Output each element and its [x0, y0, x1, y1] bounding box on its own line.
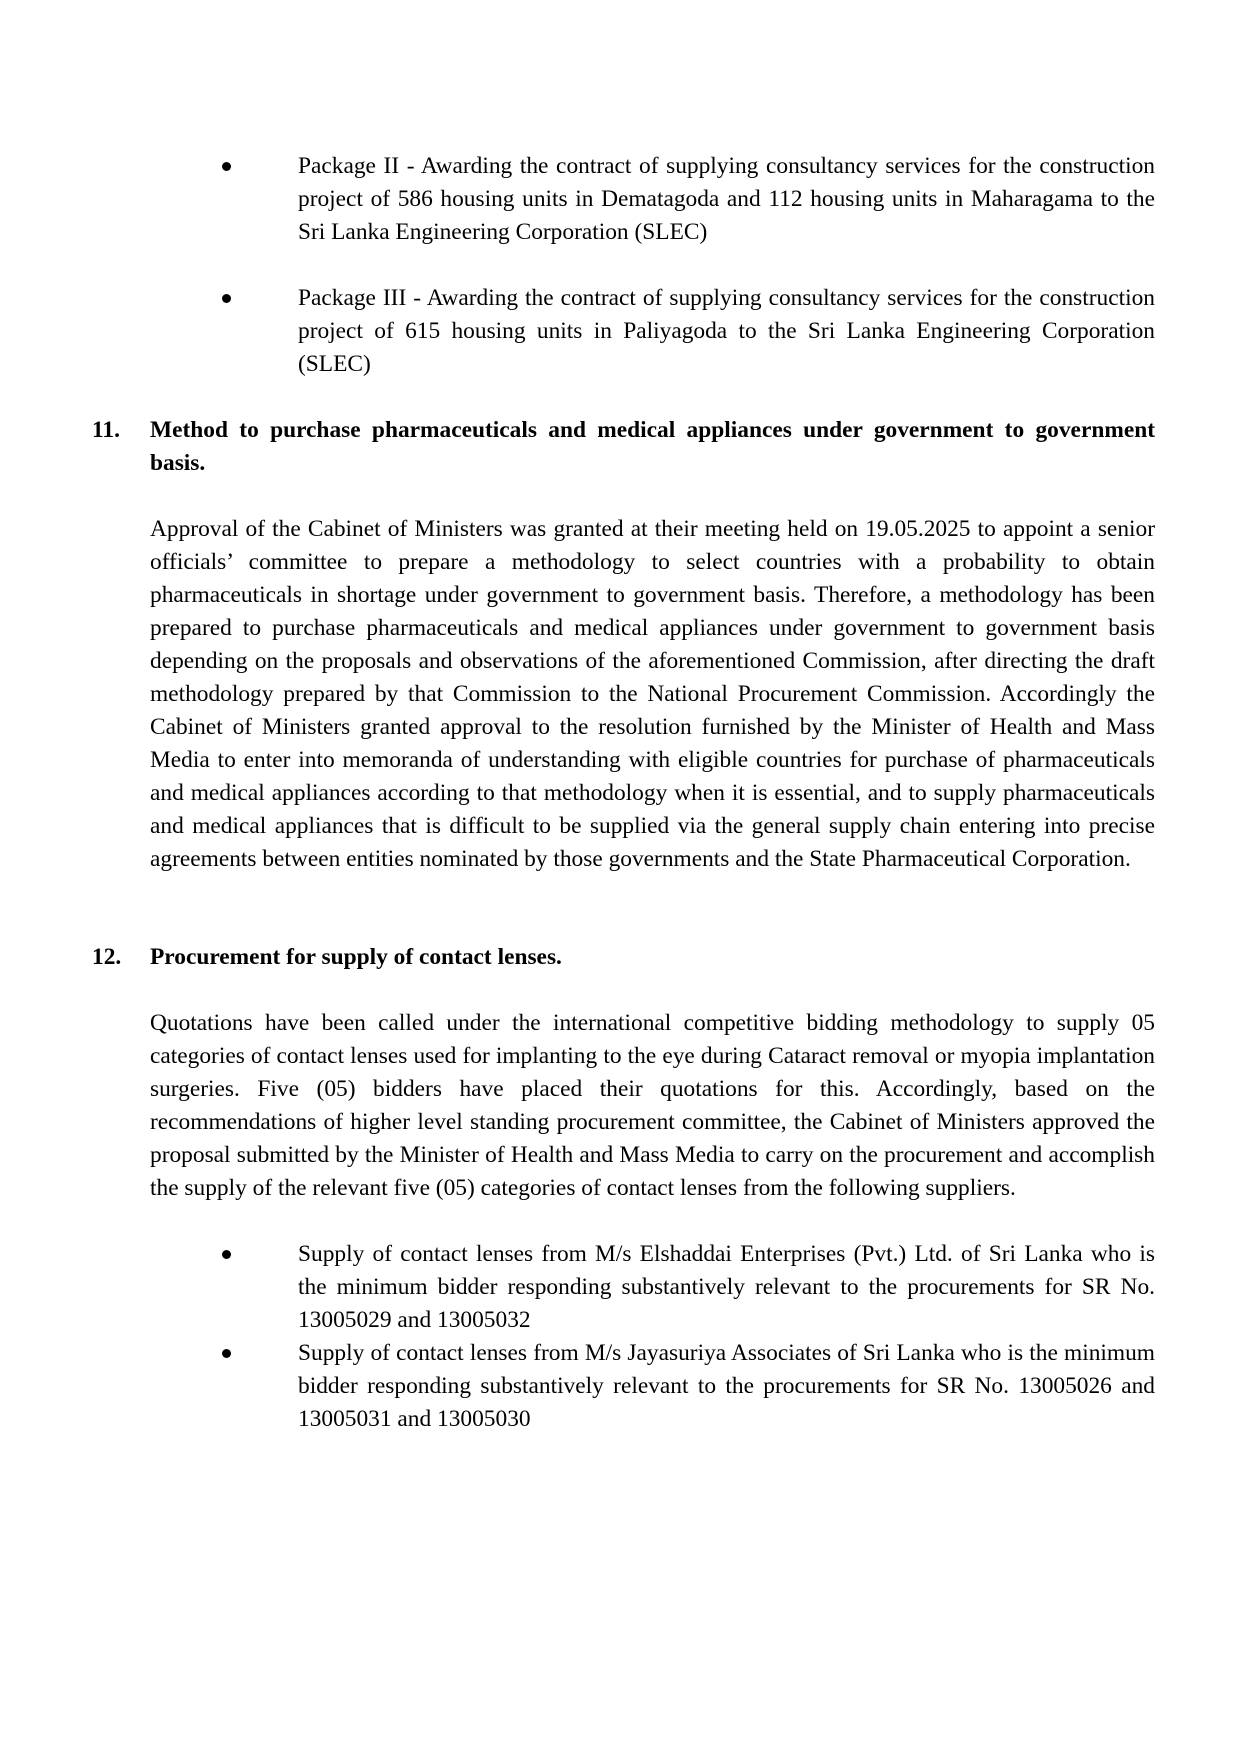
- bullet-icon: [222, 162, 231, 171]
- package-ii-text: Package II - Awarding the contract of supplying consultancy services for the construction project of 586 housing units in Dematagoda and 112 housing units in Maharagama to the Sri Lanka Engineering Corporation (SLEC): [298, 153, 1155, 245]
- supplier-1-text: Supply of contact lenses from M/s Elshaddai Enterprises (Pvt.) Ltd. of Sri Lanka who is the minimum bidder responding substantively relevant to the procurements for SR No. 13005029 and 13005032: [298, 1241, 1155, 1333]
- bullet-icon: [222, 1250, 231, 1259]
- section-number: 11.: [92, 417, 120, 443]
- section-number: 12.: [92, 944, 122, 970]
- section-12-body: Quotations have been called under the international competitive bidding methodology to supply 05 categories of contact lenses used for implanting to the eye during Cataract removal or myopia implantation surgeries. Five (05) bidders have placed their quotations for this. Accordingly, based on the recommendations of higher level standing procurement committee, the Cabinet of Ministers approved the proposal submitted by the Minister of Health and Mass Media to carry on the procurement and accomplish the supply of the relevant five (05) categories of contact lenses from the following suppliers.: [150, 1010, 1155, 1201]
- package-iii-text: Package III - Awarding the contract of supplying consultancy services for the construction project of 615 housing units in Paliyagoda to the Sri Lanka Engineering Corporation (SLEC): [298, 285, 1155, 377]
- section-title: Method to purchase pharmaceuticals and medical appliances under government to government basis.: [150, 417, 1155, 476]
- section-title: Procurement for supply of contact lenses.: [150, 944, 562, 970]
- supplier-2-text: Supply of contact lenses from M/s Jayasuriya Associates of Sri Lanka who is the minimum bidder responding substantively relevant to the procurements for SR No. 13005026 and 13005031 and 13005030: [298, 1340, 1155, 1432]
- section-11-body: Approval of the Cabinet of Ministers was granted at their meeting held on 19.05.2025 to appoint a senior officials’ committee to prepare a methodology to select countries with a probability to obtain pharmaceuticals in shortage under government to government basis. Therefore, a methodology has been prepared to purchase pharmaceuticals and medical appliances under government to government basis depending on the proposals and observations of the aforementioned Commission, after directing the draft methodology prepared by that Commission to the National Procurement Commission. Accordingly the Cabinet of Ministers granted approval to the resolution furnished by the Minister of Health and Mass Media to enter into memoranda of understanding with eligible countries for purchase of pharmaceuticals and medical appliances according to that methodology when it is essential, and to supply pharmaceuticals and medical appliances that is difficult to be supplied via the general supply chain entering into precise agreements between entities nominated by those governments and the State Pharmaceutical Corporation.: [150, 516, 1155, 872]
- bullet-icon: [222, 294, 231, 303]
- bullet-icon: [222, 1349, 231, 1358]
